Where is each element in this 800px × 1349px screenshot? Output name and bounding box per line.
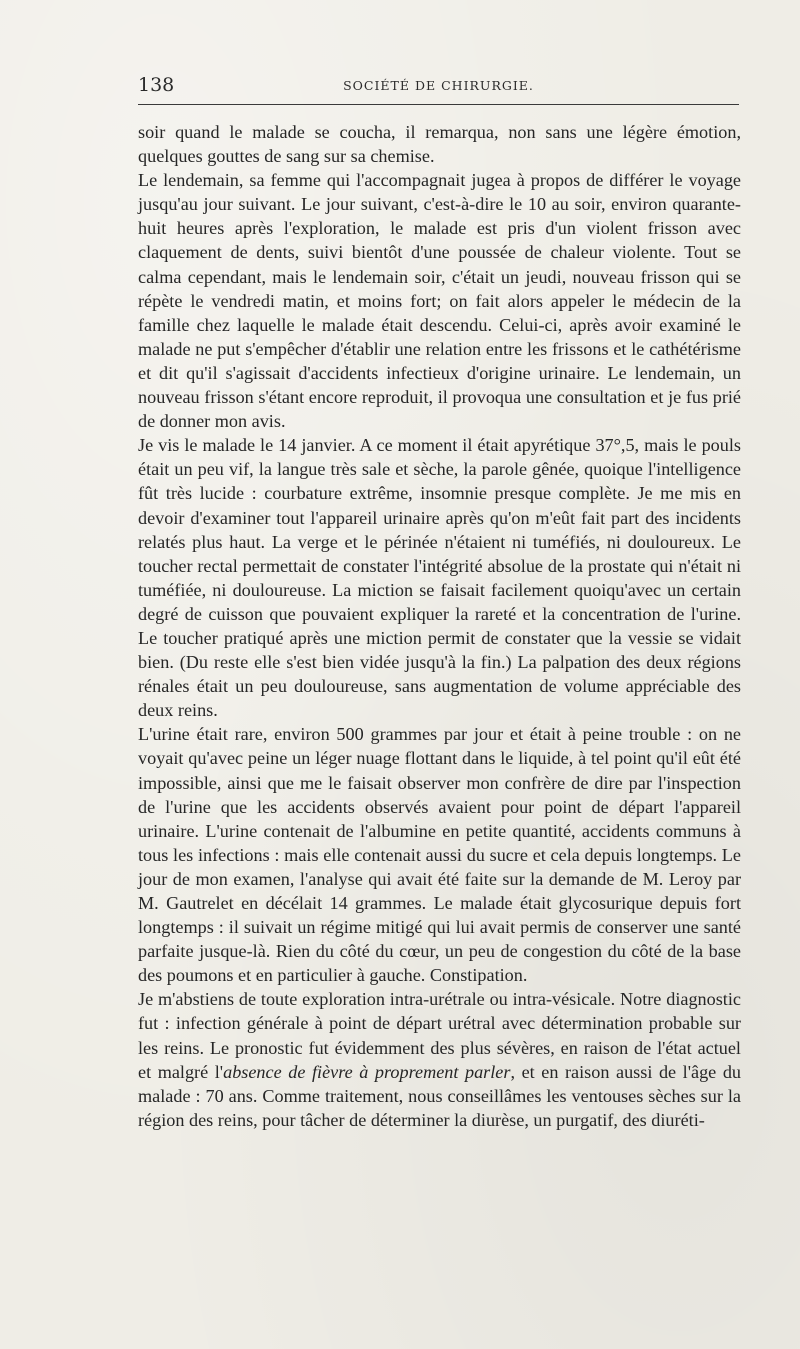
paragraph-5-before: Je m'abstiens de toute exploration intra-urétrale ou intra-vésicale. Notre diagnostic fut : infection générale à point de départ urétral avec détermination probable sur les reins. Le pronostic fut évidemment des plus sévères, en raison de l'état actuel et malgré l' <box>138 989 741 1082</box>
paragraph-5 <box>138 987 741 1132</box>
paragraph-5-italic: absence de fièvre à proprement parler <box>223 1061 511 1082</box>
paragraph-3: Je vis le malade le 14 janvier. A ce moment il était apyrétique 37°,5, mais le pouls était un peu vif, la langue très sale et sèche, la parole gênée, quoique l'intelligence fût très lucide : courbature extrême, insomnie presque complète. Je me mis en devoir d'examiner tout l'appareil urinaire après qu'on m'eût fait part des incidents relatés plus haut. La verge et le périnée n'étaient ni tuméfiés, ni douloureux. Le toucher rectal permettait de constater l'intégrité absolue de la prostate qui n'était ni tuméfiée, ni douloureuse. La miction se faisait facilement quoiqu'avec un certain degré de cuisson que pouvaient expliquer la rareté et la concentration de l'urine. Le toucher pratiqué après une miction permit de constater que la vessie se vidait bien. (Du reste elle s'est bien vidée jusqu'à la fin.) La palpation des deux régions rénales était un peu douloureuse, sans augmentation de volume appréciable des deux reins. <box>138 435 741 721</box>
body-text <box>138 120 741 1132</box>
paragraph-1: soir quand le malade se coucha, il remarqua, non sans une légère émotion, quelques gouttes de sang sur sa chemise. <box>138 122 741 167</box>
paragraph-4: L'urine était rare, environ 500 grammes par jour et était à peine trouble : on ne voyait qu'avec peine un léger nuage flottant dans le liquide, à tel point qu'il eût été impossible, ainsi que me le faisait observer mon confrère de dire par l'inspection de l'urine que les accidents observés avaient pour point de départ l'appareil urinaire. L'urine contenait de l'albumine en petite quantité, accidents communs à tous les infections : mais elle contenait aussi du sucre et cela depuis longtemps. Le jour de mon examen, l'analyse qui avait été faite sur la demande de M. Leroy par M. Gautrelet en décélait 14 grammes. Le malade était glycosurique depuis fort longtemps : il suivait un régime mitigé qui lui avait permis de conserver une santé parfaite jusque-là. Rien du côté du cœur, un peu de congestion du côté de la base des poumons et en particulier à gauche. Constipation. <box>138 724 741 986</box>
page-number: 138 <box>138 74 175 96</box>
paragraph-2: Le lendemain, sa femme qui l'accompagnait jugea à propos de différer le voyage jusqu'au jour suivant. Le jour suivant, c'est-à-dire le 10 au soir, environ quarante-huit heures après l'exploration, le malade est pris d'un violent frisson avec claquement de dents, suivi bientôt d'une poussée de chaleur violente. Tout se calma cependant, mais le lendemain soir, c'était un jeudi, nouveau frisson qui se répète le vendredi matin, et moins fort; on fait alors appeler le médecin de la famille chez laquelle le malade était descendu. Celui-ci, après avoir examiné le malade ne put s'empêcher d'établir une relation entre les frissons et le cathétérisme et dit qu'il s'agissait d'accidents infectieux d'origine urinaire. Le lendemain, un nouveau frisson s'étant encore reproduit, il provoqua une consultation et je fus prié de donner mon avis. <box>138 170 741 432</box>
header-rule <box>138 104 739 105</box>
page-header <box>138 74 739 96</box>
paragraph-5-after: , et en raison aussi de l'âge du malade : 70 ans. Comme traitement, nous conseillâmes les ventouses sèches sur la région des reins, pour tâcher de déterminer la diurèse, un purgatif, des diuréti- <box>138 1061 742 1130</box>
running-head: SOCIÉTÉ DE CHIRURGIE. <box>343 78 534 93</box>
